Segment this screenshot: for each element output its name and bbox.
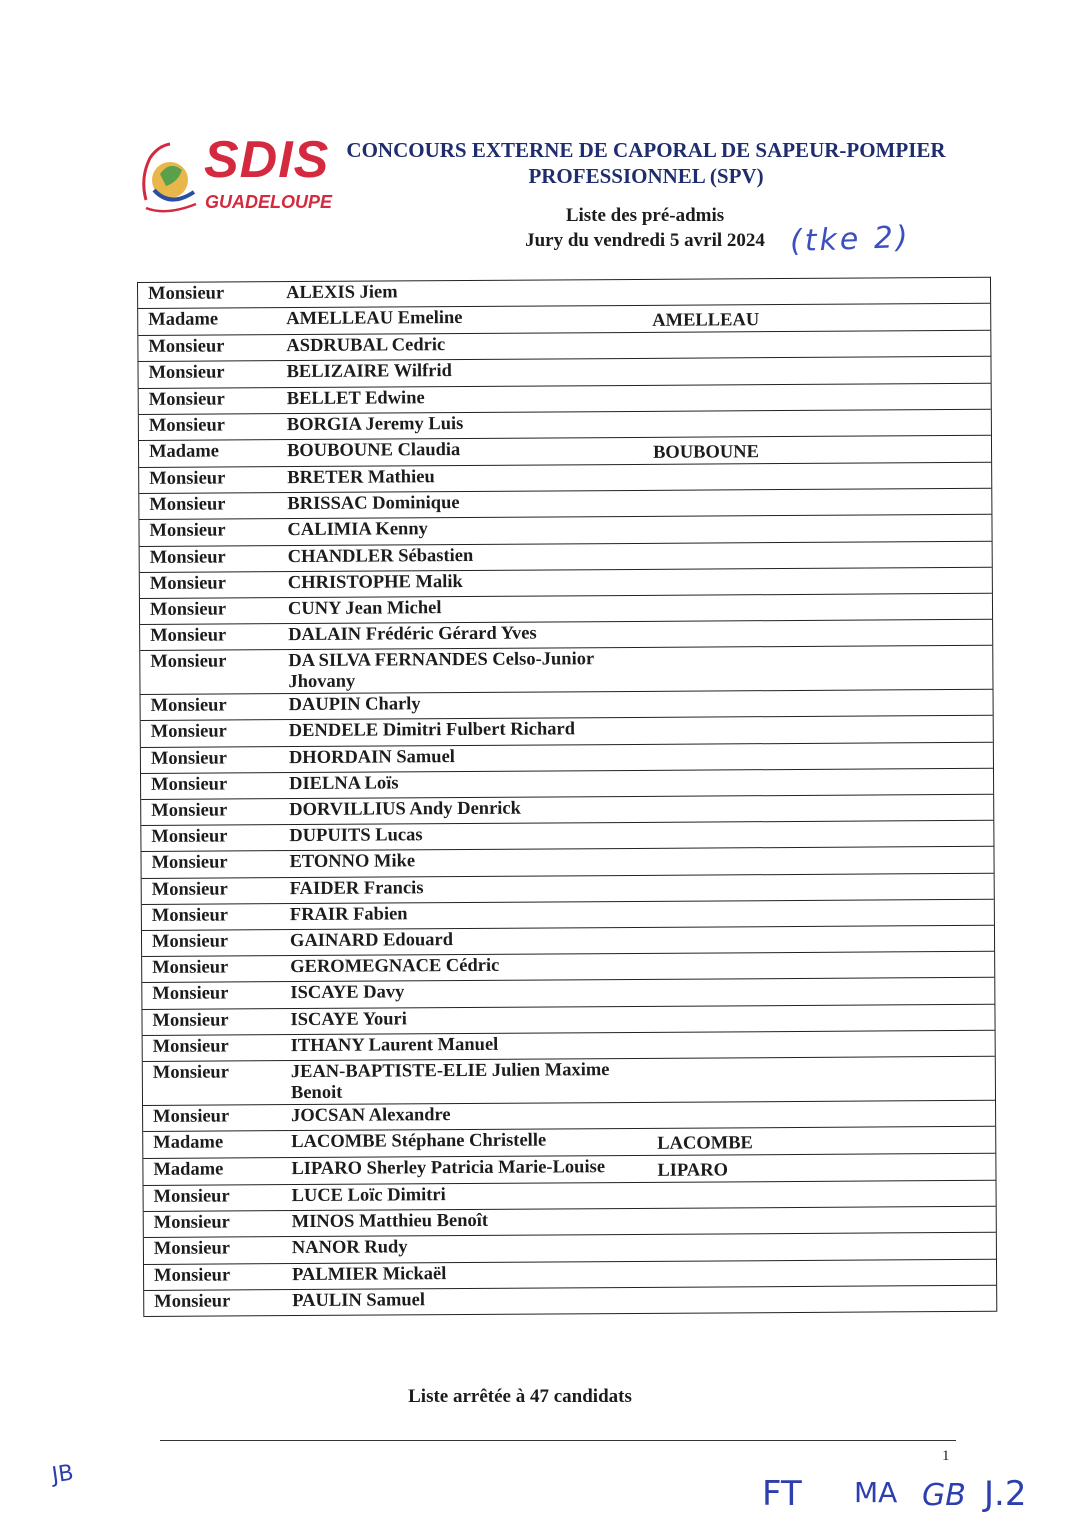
name-cell: DAUPIN Charly: [288, 694, 421, 716]
civility-cell: Monsieur: [151, 879, 228, 900]
name-cell: PALMIER Mickaël: [292, 1263, 447, 1285]
name-cell: DUPUITS Lucas: [289, 825, 423, 847]
extra-name-cell: AMELLEAU: [652, 310, 760, 332]
civility-cell: Monsieur: [151, 774, 228, 795]
extra-name-cell: [655, 848, 993, 874]
firefighter-emblem-icon: [136, 138, 206, 218]
civility-cell: Madame: [148, 441, 219, 462]
table-row: [144, 1286, 996, 1317]
extra-name-cell: [654, 568, 992, 594]
initials-j2: J.2: [984, 1474, 1027, 1514]
initials-gb: GB: [922, 1478, 966, 1513]
extra-name-cell: [653, 384, 991, 410]
civility-cell: Monsieur: [149, 599, 227, 620]
name-cell: BELIZAIRE Wilfrid: [286, 361, 452, 383]
extra-name-cell: [652, 332, 990, 358]
extra-name-cell: [656, 901, 994, 927]
initials-ma: MA: [854, 1476, 898, 1509]
footer-divider: [160, 1440, 956, 1441]
extra-name-cell: [653, 464, 991, 490]
document-subtitle: [480, 203, 810, 253]
name-cell: ITHANY Laurent Manuel: [290, 1034, 499, 1056]
civility-cell: Monsieur: [153, 1212, 230, 1234]
subtitle-line-1: Liste des pré-admis: [565, 205, 725, 226]
name-cell: BRISSAC Dominique: [287, 493, 460, 515]
civility-cell: Monsieur: [151, 826, 228, 848]
extra-name-cell: [655, 822, 993, 848]
extra-name-cell: [655, 691, 993, 717]
civility-cell: Monsieur: [150, 625, 227, 646]
extra-name-cell: [655, 743, 993, 769]
civility-cell: Monsieur: [153, 1186, 230, 1207]
civility-cell: Monsieur: [152, 1036, 229, 1057]
name-cell: JOCSAN Alexandre: [291, 1104, 451, 1126]
document-title: [340, 137, 952, 189]
civility-cell: Monsieur: [148, 415, 226, 436]
title-line-1: CONCOURS EXTERNE DE CAPORAL DE SAPEUR-POMPIER: [346, 138, 946, 162]
subtitle-line-2: Jury du vendredi 5 avril 2024: [525, 230, 765, 251]
name-cell: LUCE Loïc Dimitri: [291, 1185, 446, 1207]
civility-cell: Monsieur: [150, 695, 227, 717]
name-cell: ALEXIS Jiem: [286, 282, 398, 304]
name-cell: LIPARO Sherley Patricia Marie-Louise: [291, 1157, 606, 1180]
name-cell: DIELNA Loïs: [289, 773, 399, 794]
extra-name-cell: [656, 1005, 994, 1031]
name-cell: CHRISTOPHE Malik: [287, 571, 463, 593]
extra-name-cell: LIPARO: [657, 1160, 729, 1181]
civility-cell: Madame: [153, 1159, 224, 1180]
extra-name-cell: LACOMBE: [657, 1133, 753, 1154]
civility-cell: Madame: [148, 309, 219, 331]
name-cell: ETONNO Mike: [289, 851, 416, 873]
extra-name-cell: [653, 516, 991, 542]
civility-cell: Monsieur: [150, 651, 227, 673]
civility-cell: Monsieur: [152, 983, 229, 1005]
civility-cell: Monsieur: [154, 1291, 231, 1312]
name-cell: DA SILVA FERNANDES Celso-Junior Jhovany: [288, 649, 594, 693]
extra-name-cell: [654, 595, 992, 621]
name-cell: GEROMEGNACE Cédric: [290, 955, 500, 978]
logo-subtitle: GUADELOUPE: [205, 192, 333, 212]
logo-wordmark: SDIS: [204, 131, 330, 189]
extra-name-cell: [656, 927, 994, 953]
extra-name-cell: [653, 490, 991, 516]
extra-name-cell: [656, 953, 994, 979]
extra-name-cell: [655, 796, 993, 822]
extra-name-cell: [658, 1260, 996, 1286]
civility-cell: Monsieur: [151, 800, 228, 821]
civility-cell: Monsieur: [153, 1106, 230, 1127]
name-cell: MINOS Matthieu Benoît: [291, 1211, 489, 1233]
extra-name-cell: [656, 979, 994, 1005]
civility-cell: Monsieur: [149, 468, 226, 489]
name-cell: DALAIN Frédéric Gérard Yves: [288, 623, 537, 646]
name-cell: BOUBOUNE Claudia: [286, 439, 461, 462]
name-cell: JEAN-BAPTISTE-ELIE Julien Maxime Benoit: [290, 1060, 610, 1103]
extra-name-cell: [657, 1031, 995, 1057]
table-row: [143, 1057, 995, 1106]
name-cell: PAULIN Samuel: [292, 1290, 426, 1311]
civility-cell: Monsieur: [152, 1009, 229, 1031]
extra-name-cell: [657, 1102, 995, 1128]
civility-cell: Monsieur: [151, 852, 228, 874]
table-row: [140, 646, 992, 695]
name-cell: ISCAYE Davy: [290, 982, 405, 1004]
extra-name-cell: [654, 647, 992, 691]
extra-name-cell: [658, 1208, 996, 1234]
name-cell: ISCAYE Youri: [290, 1008, 407, 1030]
civility-cell: Monsieur: [149, 520, 226, 542]
name-cell: CUNY Jean Michel: [287, 598, 442, 619]
name-cell: CALIMIA Kenny: [287, 519, 428, 541]
extra-name-cell: [652, 279, 990, 305]
name-cell: DHORDAIN Samuel: [288, 746, 455, 768]
name-cell: FRAIR Fabien: [289, 904, 408, 925]
name-cell: DORVILLIUS Andy Denrick: [289, 798, 521, 821]
civility-cell: Monsieur: [148, 283, 225, 304]
name-cell: DENDELE Dimitri Fulbert Richard: [288, 719, 576, 742]
name-cell: BELLET Edwine: [286, 387, 425, 409]
name-cell: BORGIA Jeremy Luis: [286, 413, 464, 435]
name-cell: CHANDLER Sébastien: [287, 545, 474, 567]
candidate-list: [137, 277, 997, 1317]
extra-name-cell: [658, 1182, 996, 1208]
extra-name-cell: [658, 1234, 996, 1260]
name-cell: LACOMBE Stéphane Christelle: [291, 1130, 547, 1153]
civility-cell: Monsieur: [149, 573, 226, 594]
civility-cell: Madame: [153, 1132, 224, 1153]
extra-name-cell: [656, 874, 994, 900]
civility-cell: Monsieur: [151, 931, 229, 952]
extra-name-cell: [655, 770, 993, 796]
civility-cell: Monsieur: [149, 494, 226, 516]
name-cell: NANOR Rudy: [291, 1237, 408, 1259]
name-cell: GAINARD Edouard: [289, 930, 454, 952]
extra-name-cell: [653, 411, 991, 437]
name-cell: FAIDER Francis: [289, 877, 424, 899]
civility-cell: Monsieur: [153, 1238, 231, 1260]
civility-cell: Monsieur: [152, 957, 229, 979]
civility-cell: Monsieur: [152, 1062, 229, 1083]
civility-cell: Monsieur: [154, 1265, 231, 1286]
extra-name-cell: [652, 358, 990, 384]
title-line-2: PROFESSIONNEL (SPV): [528, 164, 764, 188]
name-cell: AMELLEAU Emeline: [286, 308, 463, 330]
extra-name-cell: [657, 1058, 995, 1102]
initials-left: JB: [50, 1460, 76, 1489]
extra-name-cell: [654, 542, 992, 568]
extra-name-cell: [655, 717, 993, 743]
name-cell: BRETER Mathieu: [287, 467, 435, 489]
civility-cell: Monsieur: [148, 336, 225, 358]
civility-cell: Monsieur: [151, 905, 228, 926]
civility-cell: Monsieur: [148, 389, 225, 410]
civility-cell: Monsieur: [150, 748, 228, 769]
extra-name-cell: [654, 621, 992, 647]
extra-name-cell: [658, 1287, 996, 1313]
list-summary: Liste arrêtée à 47 candidats: [408, 1386, 632, 1407]
handwritten-note: (tke 2): [789, 219, 912, 260]
initials-ft: FT: [762, 1474, 802, 1514]
civility-cell: Monsieur: [150, 721, 227, 743]
civility-cell: Monsieur: [149, 546, 226, 568]
name-cell: ASDRUBAL Cedric: [286, 335, 446, 357]
page-number: 1: [942, 1448, 950, 1464]
extra-name-cell: BOUBOUNE: [652, 442, 760, 463]
sdis-logo: [136, 131, 336, 218]
civility-cell: Monsieur: [148, 362, 225, 384]
